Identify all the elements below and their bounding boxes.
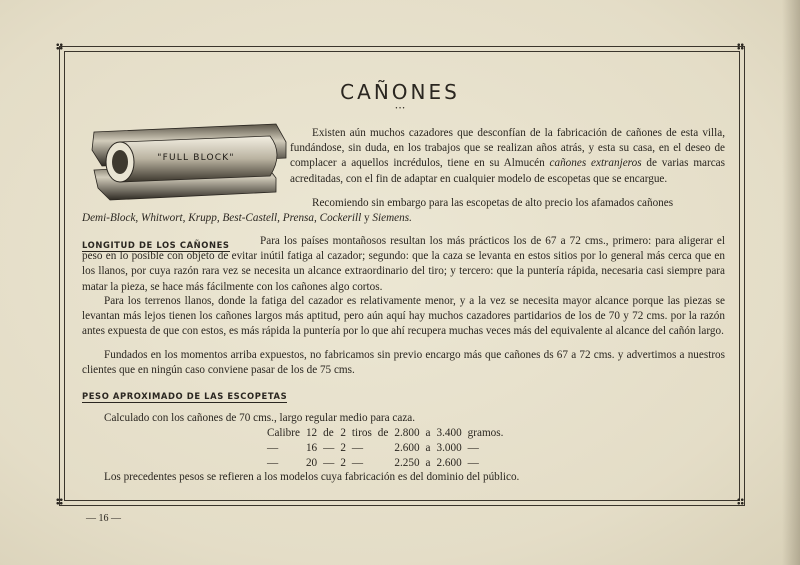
- weights-cell: 2.600: [394, 442, 420, 454]
- page-number: — 16 —: [86, 513, 121, 524]
- longitud-paragraph-3: Fundados en los momentos arriba expuestos, no fabricamos sin previo encargo más que cañones ds 67 a 72 cms. y advertimos a nuestros clientes que en ningún caso conviene pasar de los de 75 cms.: [82, 349, 725, 377]
- weights-cell: —: [467, 457, 479, 469]
- weights-cell: tiros: [351, 427, 372, 439]
- full-block-barrel-illustration: [80, 118, 298, 202]
- page-title: CAÑONES: [340, 80, 460, 104]
- weights-cell: [375, 441, 392, 456]
- weights-cell: Calibre: [267, 427, 300, 439]
- weights-cell: de: [323, 427, 334, 439]
- weights-cell: 2.250: [394, 457, 420, 469]
- weights-cell: 12: [305, 427, 318, 439]
- weights-cell: —: [351, 457, 364, 469]
- full-block-label: "FULL BLOCK": [157, 153, 235, 163]
- page-gutter-shadow: [782, 0, 800, 565]
- weights-cell: 2.800: [394, 427, 420, 439]
- title-ornament: • • •: [395, 106, 405, 112]
- weights-cell: de: [377, 427, 389, 439]
- weights-cell: 2: [340, 442, 346, 454]
- weights-cell: a: [425, 442, 431, 454]
- weights-cell: —: [323, 457, 335, 469]
- corner-ornament-bottom-right: [737, 498, 744, 505]
- weights-cell: 3.000: [436, 442, 462, 454]
- weights-cell: 2: [340, 427, 346, 439]
- corner-ornament-bottom-left: [56, 498, 63, 505]
- weights-cell: —: [267, 442, 279, 454]
- longitud-paragraph-1: Para los países montañosos resultan los más prácticos los de 67 a 72 cms., primero: para aligerar el peso en lo posible con objeto de evitar inútil fatiga al cazador; segundo: que la caza se levanta en estos sitios por lo general más cerca que en los llanos, por cuya razón rara vez se necesita un alcance extraordinario del tiro; y tercero: que la puntería rápida, necesaria casi siempre para matar la pieza, se hace más fácilmente con los cañones algo cortos.: [82, 235, 725, 293]
- weights-cell: 20: [305, 457, 318, 469]
- weights-row: [264, 426, 506, 441]
- intro-paragraph-2-brands: Demi-Block, Whitwort, Krupp, Best-Castell, Prensa, Cockerill y Siemens.: [82, 212, 412, 224]
- weights-cell: —: [267, 457, 279, 469]
- weights-cell: —: [323, 442, 335, 454]
- intro-paragraph-1: Existen aún muchos cazadores que desconfían de la fabricación de cañones de esta villa, fundándose, sin duda, en los trabajos que se realizan años atrás, y esta su casa, en el deseo de complacer a aquellos incrédulos, tiene en su Almucén cañones extranjeros de varias marcas acreditadas, con el fin de adaptar en cualquier modelo de escopetas que se encargue.: [290, 127, 726, 185]
- weights-row: [264, 456, 506, 471]
- section-heading-peso: PESO APROXIMADO DE LAS ESCOPETAS: [82, 391, 288, 401]
- peso-footer: Los precedentes pesos se refieren a los modelos cuya fabricación es del dominio del público.: [104, 471, 520, 483]
- weights-cell: —: [467, 442, 479, 454]
- peso-intro: Calculado con los cañones de 70 cms., largo regular medio para caza.: [104, 412, 416, 424]
- weights-cell: a: [425, 427, 431, 439]
- weights-cell: 3.400: [436, 427, 462, 439]
- intro-paragraph-2: Recomiendo sin embargo para las escopetas de alto precio los afamados cañones: [312, 197, 674, 209]
- weights-cell: a: [425, 457, 431, 469]
- weights-cell: 16: [305, 442, 318, 454]
- weights-cell: [375, 456, 392, 471]
- weights-table: [264, 426, 506, 471]
- weights-row: [264, 441, 506, 456]
- weights-cell: gramos.: [467, 427, 504, 439]
- section-heading-longitud: LONGITUD DE LOS CAÑONES: [82, 240, 230, 250]
- corner-ornament-top-right: [737, 43, 744, 50]
- weights-cell: —: [351, 442, 364, 454]
- corner-ornament-top-left: [56, 43, 63, 50]
- weights-cell: 2: [340, 457, 346, 469]
- longitud-paragraph-2: Para los terrenos llanos, donde la fatiga del cazador es relativamente menor, y a la vez se necesita mayor alcance porque las piezas se levantan más lejos tienen los cañones largos más aptitud, pero aún aquí hay muchos cazadores partidarios de los de 70 y 72 cms. por la razón antes expuesta de que con estos, es más rápida la puntería por lo que ahí recupera muchas veces más del equivalente al alcance del cañón largo.: [82, 295, 725, 338]
- weights-cell: 2.600: [436, 457, 462, 469]
